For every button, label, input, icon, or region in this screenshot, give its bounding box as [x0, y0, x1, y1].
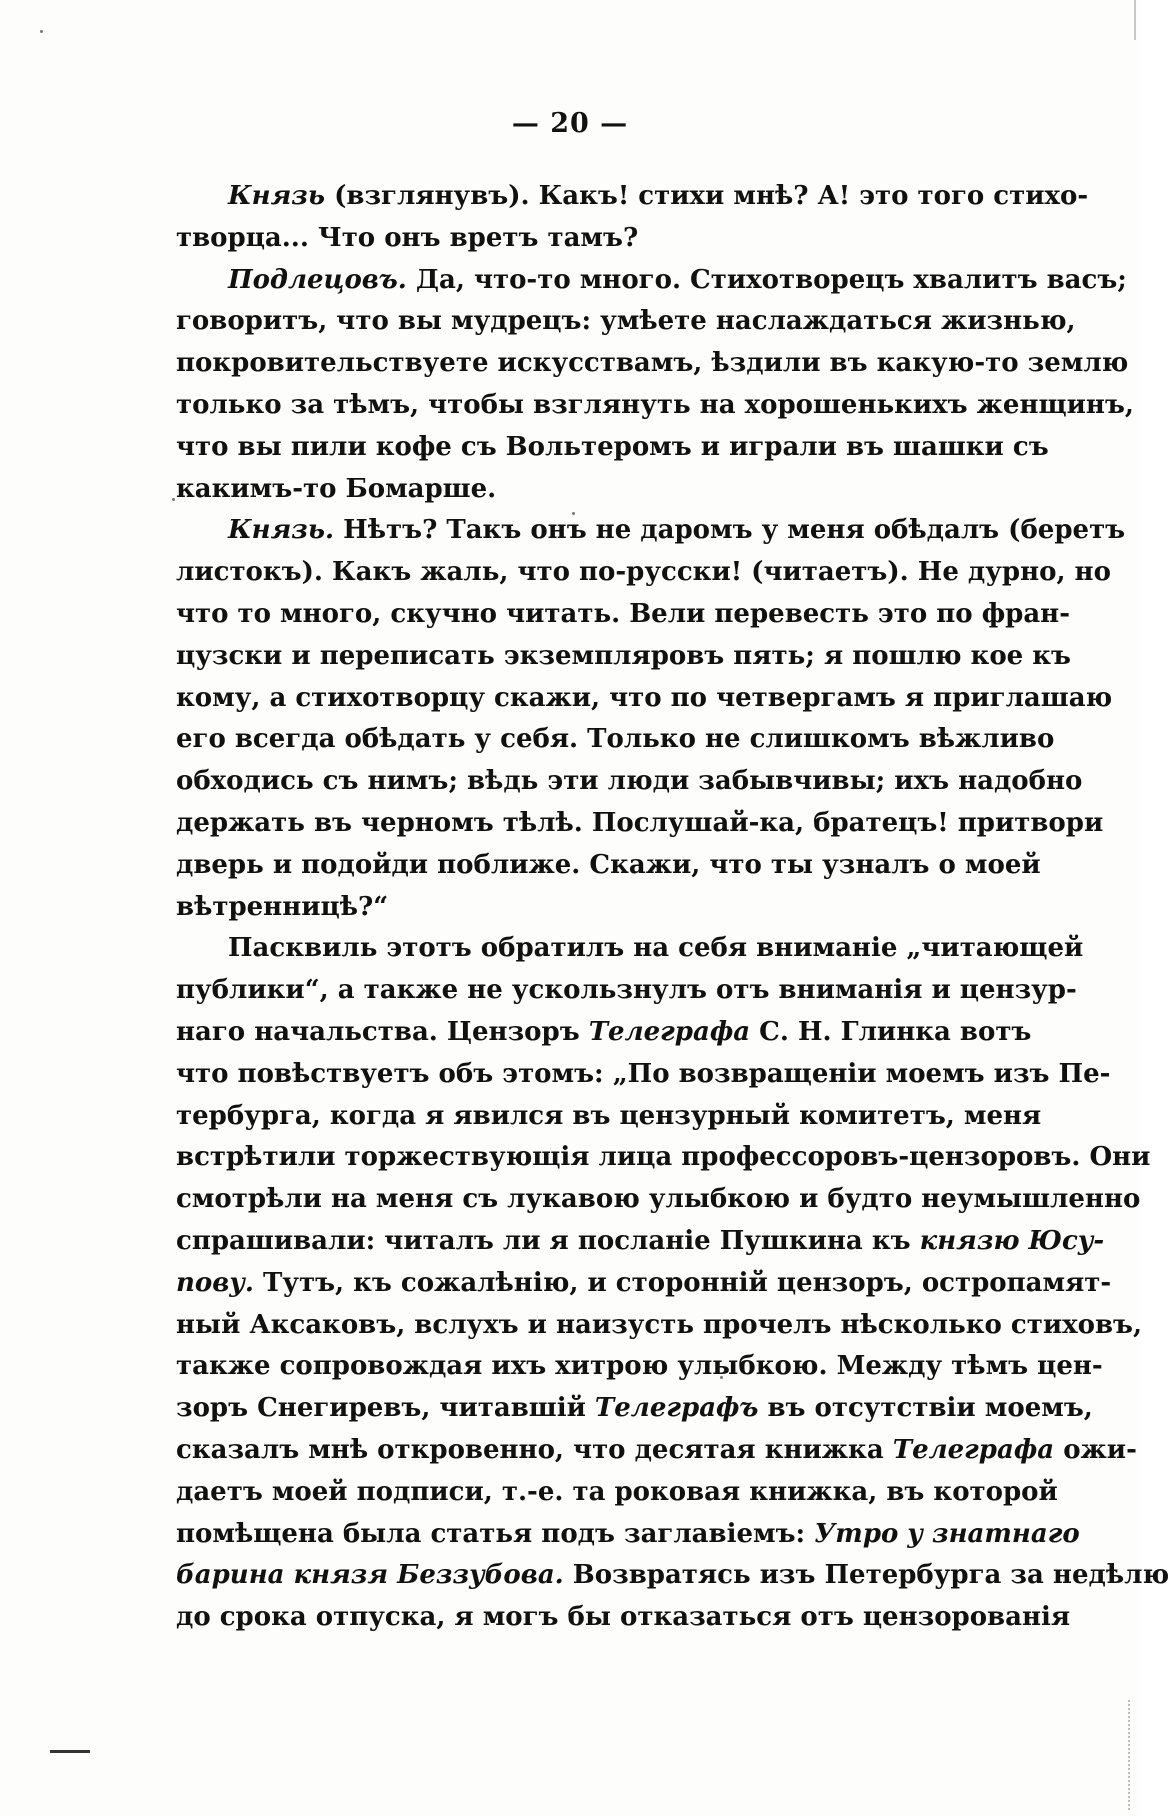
page-edge-shadow [1134, 0, 1136, 40]
text-line [176, 510, 1126, 552]
text-line [176, 1472, 1058, 1514]
text-line [176, 928, 1084, 970]
text-segment: говоритъ, что вы мудрецъ: умѣете наслаждаться жизнью, [176, 306, 1076, 337]
text-segment: публики“, а также не ускользнулъ отъ вниманія и цензур- [176, 975, 1077, 1006]
text-segment: что повѣствуетъ объ этомъ: „По возвращеніи моемъ изъ Пе- [176, 1058, 1111, 1089]
italic-text: Телеграфа [892, 1434, 1055, 1465]
text-line [176, 385, 1134, 427]
text-segment: сказалъ мнѣ откровенно, что десятая книжка [176, 1434, 893, 1465]
text-line [176, 1179, 1141, 1221]
text-line [176, 301, 1076, 343]
text-line [176, 1597, 1071, 1639]
text-line [176, 1054, 1111, 1096]
text-line [176, 719, 1055, 761]
text-segment: зоръ Снегиревъ, читавшій [176, 1393, 595, 1424]
text-segment: Нѣтъ? Такъ онъ не даромъ у меня обѣдалъ (беретъ [334, 515, 1126, 546]
page-edge-dots [1128, 1700, 1132, 1810]
text-line [176, 845, 1041, 887]
text-segment: дверь и подойди поближе. Скажи, что ты узналъ о моей [176, 849, 1041, 880]
text-line [176, 636, 1071, 678]
text-segment: спрашивали: читалъ ли я посланіе Пушкина къ [176, 1225, 920, 1256]
text-line [176, 761, 1083, 803]
text-segment: ный Аксаковъ, вслухъ и наизусть прочелъ нѣсколько стиховъ, [176, 1309, 1143, 1340]
text-segment: Пасквиль этотъ обратилъ на себя вниманіе „читающей [228, 933, 1084, 964]
text-segment: вѣтренницѣ?“ [176, 891, 389, 922]
italic-text: Князь [228, 181, 326, 211]
text-segment: его всегда обѣдать у себя. Только не слишкомъ вѣжливо [176, 724, 1055, 755]
text-line [176, 1555, 1169, 1597]
italic-text: Телеграфа [588, 1016, 751, 1047]
text-segment: ожи- [1054, 1434, 1137, 1465]
text-segment: смотрѣли на меня съ лукавою улыбкою и будто неумышленно [176, 1184, 1141, 1215]
text-segment: цузски и переписать экземпляровъ пять; я пошлю кое къ [176, 640, 1071, 671]
text-segment: творца... Что онъ вретъ тамъ? [176, 222, 639, 253]
text-line [176, 469, 1028, 511]
italic-text: князю Юсу- [919, 1225, 1105, 1256]
text-segment: тербурга, когда я явился въ цензурный комитетъ, меня [176, 1100, 1042, 1131]
text-segment: что то много, скучно читать. Вели перевесть это по фран- [176, 598, 1070, 629]
text-line [176, 1430, 1137, 1472]
text-line [176, 887, 1028, 929]
text-segment: покровительствуете искусствамъ, ѣздили въ какую-то землю [176, 348, 1129, 379]
italic-text: Подлецовъ. [228, 264, 407, 295]
text-line [176, 1137, 1151, 1179]
text-line [176, 1012, 1032, 1054]
text-line [176, 260, 1127, 302]
italic-text: Телеграфъ [594, 1393, 759, 1424]
text-segment: Да, что-то много. Стихотворецъ хвалитъ васъ; [406, 264, 1127, 295]
text-segment: С. Н. Глинка вотъ [750, 1016, 1032, 1047]
scan-speck [40, 30, 43, 33]
text-line [176, 218, 1028, 260]
text-line [176, 970, 1077, 1012]
text-segment: листокъ). Какъ жаль, что по-русски! (читаетъ). Не дурно, но [176, 557, 1111, 588]
text-line [176, 1388, 1093, 1430]
italic-text: пову. [176, 1267, 254, 1298]
text-segment: обходись съ нимъ; вѣдь эти люди забывчивы; ихъ надобно [176, 766, 1083, 797]
text-line [176, 1263, 1112, 1305]
text-segment: наго начальства. Цензоръ [176, 1016, 589, 1047]
text-segment: помѣщена была статья подъ заглавіемъ: [176, 1518, 815, 1549]
text-line [176, 594, 1070, 636]
text-segment: въ отсутствіи моемъ, [758, 1393, 1093, 1424]
text-segment: Тутъ, къ сожалѣнію, и сторонній цензоръ, остропамят- [253, 1267, 1112, 1298]
text-line [176, 1514, 1080, 1556]
text-segment: (взглянувъ). Какъ! стихи мнѣ? А! это того стихо- [325, 181, 1089, 211]
margin-mark [50, 1750, 90, 1753]
italic-text: Князь. [228, 515, 335, 546]
scan-speck [172, 498, 175, 501]
body-text [176, 176, 1169, 1639]
italic-text: барина князя Беззубова. [176, 1560, 564, 1591]
text-segment: также сопровождая ихъ хитрою улыбкою. Между тѣмъ цен- [176, 1351, 1103, 1382]
text-line [176, 803, 1104, 845]
text-line [176, 1221, 1105, 1263]
text-segment: держать въ черномъ тѣлѣ. Послушай-ка, братецъ! притвори [176, 807, 1104, 838]
page-number: — 20 — [511, 108, 629, 139]
text-line [176, 1305, 1143, 1347]
text-segment: встрѣтили торжествующія лица профессоровъ-цензоровъ. Они [176, 1142, 1151, 1173]
text-segment: даетъ моей подписи, т.-е. та роковая книжка, въ которой [176, 1476, 1058, 1507]
text-segment: Возвратясь изъ Петербурга за недѣлю [563, 1560, 1169, 1591]
text-segment: до срока отпуска, я могъ бы отказаться отъ цензорованія [176, 1602, 1071, 1633]
text-line [176, 552, 1111, 594]
text-segment: что вы пили кофе съ Вольтеромъ и играли въ шашки съ [176, 431, 1049, 462]
text-line [176, 1346, 1103, 1388]
text-line [176, 176, 1089, 218]
text-line [176, 1096, 1042, 1138]
text-line [176, 343, 1129, 385]
text-line [176, 427, 1049, 469]
italic-text: Утро у знатнаго [814, 1518, 1080, 1549]
text-line [176, 678, 1113, 720]
text-segment: какимъ-то Бомарше. [176, 473, 497, 504]
text-segment: кому, а стихотворцу скажи, что по четвергамъ я приглашаю [176, 682, 1113, 713]
text-segment: только за тѣмъ, чтобы взглянуть на хорошенькихъ женщинъ, [176, 389, 1134, 420]
